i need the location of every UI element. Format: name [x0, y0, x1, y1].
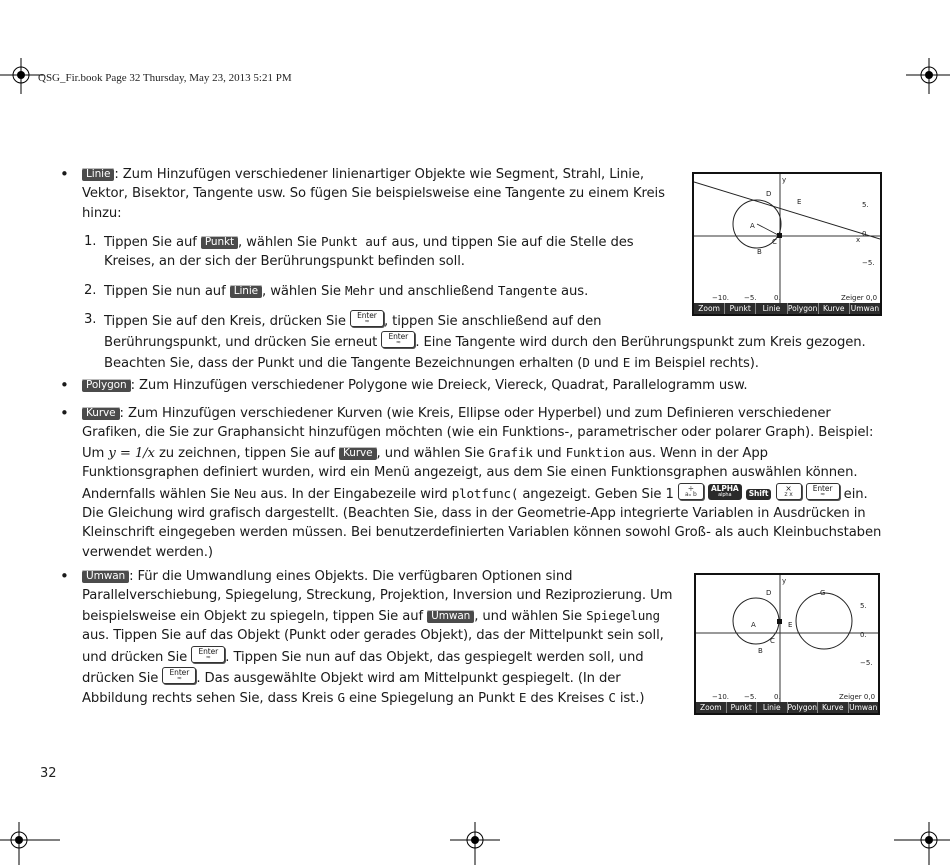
cursor-readout: Zeiger 0,0	[839, 693, 876, 701]
page-content: • Linie : Zum Hinzufügen verschiedener linienartiger Objekte wie Segment, Strahl, Linie, Vektor, Bisektor, Tangente usw. So fügen Sie beispielsweise eine Tangente zu einem Kreis hinzu: 1. Tippen Sie auf Punkt , wählen Sie Punkt auf aus, und tippen Sie auf die Stelle des Kreises, an der sich der Berührungspunkt befinden soll. 2. Tippen Sie nun auf Linie , wählen Sie Mehr und anschließend Tangente aus. 3. Tippen Sie auf den Kreis, drücken Sie Enter ≈ , tippen Sie anschließend auf den Berührungspunkt, und drücken Sie erneut Enter ≈ . Eine Tangente wird durch den Berührungspunkt zum Kreis gezogen. Beachten Sie, dass der Punkt und die Tangente Bezeichnungen erhalten (D und E im Beispiel rechts). • Polygon : Zum Hinzufügen verschiedener Polygone wie Dreieck, Viereck, Quadrat, Parallelogramm usw. • Kurve : Zum Hinzufügen verschiedener Kurven (wie Kreis, Ellipse oder Hyperbel) und zum Definieren verschiedener Grafiken, die Sie zur Graphansicht hinzufügen möchten (wie ein Funktions-, parametrischer oder polarer Graph). Beispiel: Um y = 1/x zu zeichnen, tippen Sie auf Kurve , und wählen Sie Grafik und Funktion aus. Wenn in der App Funktionsgraphen definiert wurden, wird ein Menü angezeigt, aus dem Sie einen Funktionsgraphen auswählen können. Andernfalls wählen Sie Neu aus. In der Eingabezeile wird plotfunc( angezeigt. Geben Sie 1 ÷ aₓ b ALPHA alpha Shift × z x Enter ≈ ein. Die Gleichung wird grafisch dargestellt. (Beachten Sie, dass in der Geometrie-App integrierte Variablen in Ausdrücken in Kleinschrift eingegeben werden müssen. Bei benutzerdefinierten Variablen können sowohl Groß- als auch Kleinbuchstaben verwendet werden.) • Umwan : Für die Umwandlung eines Objekts. Die verfügbaren Optionen sind Parallelverschiebung, Spiegelung, Streckung, Projektion, Inversion und Reziprozierung. Um beispielsweise ein Objekt zu spiegeln, tippen Sie auf Umwan , und wählen Sie Spiegelung aus. Tippen Sie auf das Objekt (Punkt oder gerades Objekt), das der Mittelpunkt sein soll, und drücken Sie Enter ≈ . Tippen Sie nun auf das Objekt, das gespiegelt werden soll, und drücken Sie Enter ≈ . Das ausgewählte Objekt wird am Mittelpunkt gespiegelt. (In der Abbildung rechts sehen Sie, dass Kreis G eine Spiegelung an Punkt E des Kreises C ist.)	[0, 0, 950, 865]
radius-segment	[757, 224, 780, 236]
divide-key-icon: ÷ aₓ b	[678, 483, 704, 500]
ytick-top: 5.	[860, 602, 867, 610]
enter-key-icon: Enter ≈	[191, 646, 225, 663]
xtick-m5: −5.	[744, 294, 757, 302]
geometry-plot-tangent	[694, 174, 880, 303]
cursor-readout: Zeiger 0,0	[841, 294, 878, 302]
tangent-line	[694, 182, 880, 239]
umwan-softkey: Umwan	[82, 570, 129, 583]
print-header: QSG_Fir.book Page 32 Thursday, May 23, 2013 5:21 PM	[38, 72, 292, 84]
toolbar-kurve: Kurve	[818, 702, 849, 713]
toolbar-kurve: Kurve	[819, 303, 850, 314]
point-e-marker	[777, 619, 782, 624]
point-b-label: B	[757, 248, 762, 256]
page-number: 32	[40, 766, 57, 781]
xtick-m10: −10.	[712, 693, 729, 701]
kurve-softkey: Kurve	[82, 407, 120, 420]
polygon-softkey: Polygon	[82, 379, 131, 392]
point-d-label: D	[766, 589, 772, 597]
point-a-label: A	[750, 222, 755, 230]
times-key-icon: × z x	[776, 483, 802, 500]
kurve-softkey: Kurve	[339, 447, 377, 460]
point-e-label: E	[797, 198, 802, 206]
xtick-m5: −5.	[744, 693, 757, 701]
alpha-key-icon: ALPHA alpha	[708, 484, 742, 500]
shift-key-icon: Shift	[746, 489, 772, 500]
point-c-label: C	[770, 637, 775, 645]
linie-softkey: Linie	[82, 168, 114, 181]
xtick-m10: −10.	[712, 294, 729, 302]
geometry-plot-reflection	[696, 575, 878, 702]
toolbar-umwan: Umwan	[850, 304, 880, 313]
bullet-dot: •	[60, 404, 69, 422]
linie-description: Linie : Zum Hinzufügen verschiedener linienartiger Objekte wie Segment, Strahl, Linie, Vektor, Bisektor, Tangente usw. So fügen Sie beispielsweise eine Tangente zu einem Kreis hinzu:	[82, 167, 665, 221]
bullet-umwan: • Umwan : Für die Umwandlung eines Objekts. Die verfügbaren Optionen sind Parallelverschiebung, Spiegelung, Streckung, Projektion, Inversion und Reziprozierung. Um beispielsweise ein Objekt zu spiegeln, tippen Sie auf Umwan , und wählen Sie Spiegelung aus. Tippen Sie auf das Objekt (Punkt oder gerades Objekt), das der Mittelpunkt sein soll, und drücken Sie Enter ≈ . Tippen Sie nun auf das Objekt, das gespiegelt werden soll, und drücken Sie Enter ≈ . Das ausgewählte Objekt wird am Mittelpunkt gespiegelt. (In der Abbildung rechts sehen Sie, dass Kreis G eine Spiegelung an Punkt E des Kreises C ist.)	[60, 567, 673, 707]
y-axis-label: y	[782, 577, 787, 585]
point-g-label: G	[820, 589, 826, 597]
point-e-label: E	[788, 621, 793, 629]
bullet-dot: •	[60, 165, 69, 183]
enter-key-icon: Enter ≈	[350, 310, 384, 327]
toolbar-linie: Linie	[756, 303, 787, 314]
y-axis-label: y	[782, 176, 787, 184]
bullet-kurve: • Kurve : Zum Hinzufügen verschiedener Kurven (wie Kreis, Ellipse oder Hyperbel) und zum Definieren verschiedener Grafiken, die Sie zur Graphansicht hinzufügen möchten (wie ein Funktions-, parametrischer oder polarer Graph). Beispiel: Um y = 1/x zu zeichnen, tippen Sie auf Kurve , und wählen Sie Grafik und Funktion aus. Wenn in der App Funktionsgraphen definiert wurden, wird ein Menü angezeigt, aus dem Sie einen Funktionsgraphen auswählen können. Andernfalls wählen Sie Neu aus. In der Eingabezeile wird plotfunc( angezeigt. Geben Sie 1 ÷ aₓ b ALPHA alpha Shift × z x Enter ≈ ein. Die Gleichung wird grafisch dargestellt. (Beachten Sie, dass in der Geometrie-App integrierte Variablen in Ausdrücken in Kleinschrift eingegeben werden müssen. Bei benutzerdefinierten Variablen können sowohl Groß- als auch Kleinbuchstaben verwendet werden.)	[60, 404, 882, 560]
enter-key-icon: Enter ≈	[806, 483, 840, 500]
toolbar-punkt: Punkt	[725, 303, 756, 314]
ytick-bot: −5.	[860, 659, 873, 667]
formula: y = 1/x	[108, 445, 155, 461]
x-axis-label: x	[856, 236, 861, 244]
ytick-bot: −5.	[862, 259, 875, 267]
calculator-toolbar	[696, 702, 878, 713]
calculator-screen-tangent	[692, 172, 882, 316]
toolbar-zoom: Zoom	[696, 702, 727, 713]
punkt-softkey: Punkt	[201, 236, 238, 249]
xtick-0: 0.	[774, 294, 781, 302]
toolbar-linie: Linie	[757, 702, 788, 713]
calculator-toolbar	[694, 303, 880, 314]
xtick-0: 0.	[774, 693, 781, 701]
toolbar-umwan: Umwan	[849, 703, 878, 712]
bullet-dot: •	[60, 376, 69, 394]
point-d-label: D	[766, 190, 772, 198]
point-a-label: A	[751, 621, 756, 629]
calculator-screen-reflection	[694, 573, 880, 715]
point-c-label: C	[772, 238, 777, 246]
umwan-softkey: Umwan	[427, 610, 474, 623]
ytick-mid: 0.	[862, 230, 869, 238]
ytick-mid: 0.	[860, 631, 867, 639]
enter-key-icon: Enter ≈	[162, 667, 196, 684]
point-c-marker	[777, 233, 782, 238]
point-b-label: B	[758, 647, 763, 655]
bullet-linie	[60, 165, 687, 223]
bullet-polygon: • Polygon : Zum Hinzufügen verschiedener Polygone wie Dreieck, Viereck, Quadrat, Parallelogramm usw.	[60, 376, 748, 394]
toolbar-polygon: Polygon	[787, 703, 817, 712]
enter-key-icon: Enter ≈	[381, 331, 415, 348]
ytick-top: 5.	[862, 201, 869, 209]
toolbar-polygon: Polygon	[787, 304, 818, 313]
linie-softkey: Linie	[230, 285, 262, 298]
bullet-dot: •	[60, 567, 69, 585]
toolbar-zoom: Zoom	[694, 303, 725, 314]
toolbar-punkt: Punkt	[727, 702, 758, 713]
circle-g	[796, 593, 852, 649]
